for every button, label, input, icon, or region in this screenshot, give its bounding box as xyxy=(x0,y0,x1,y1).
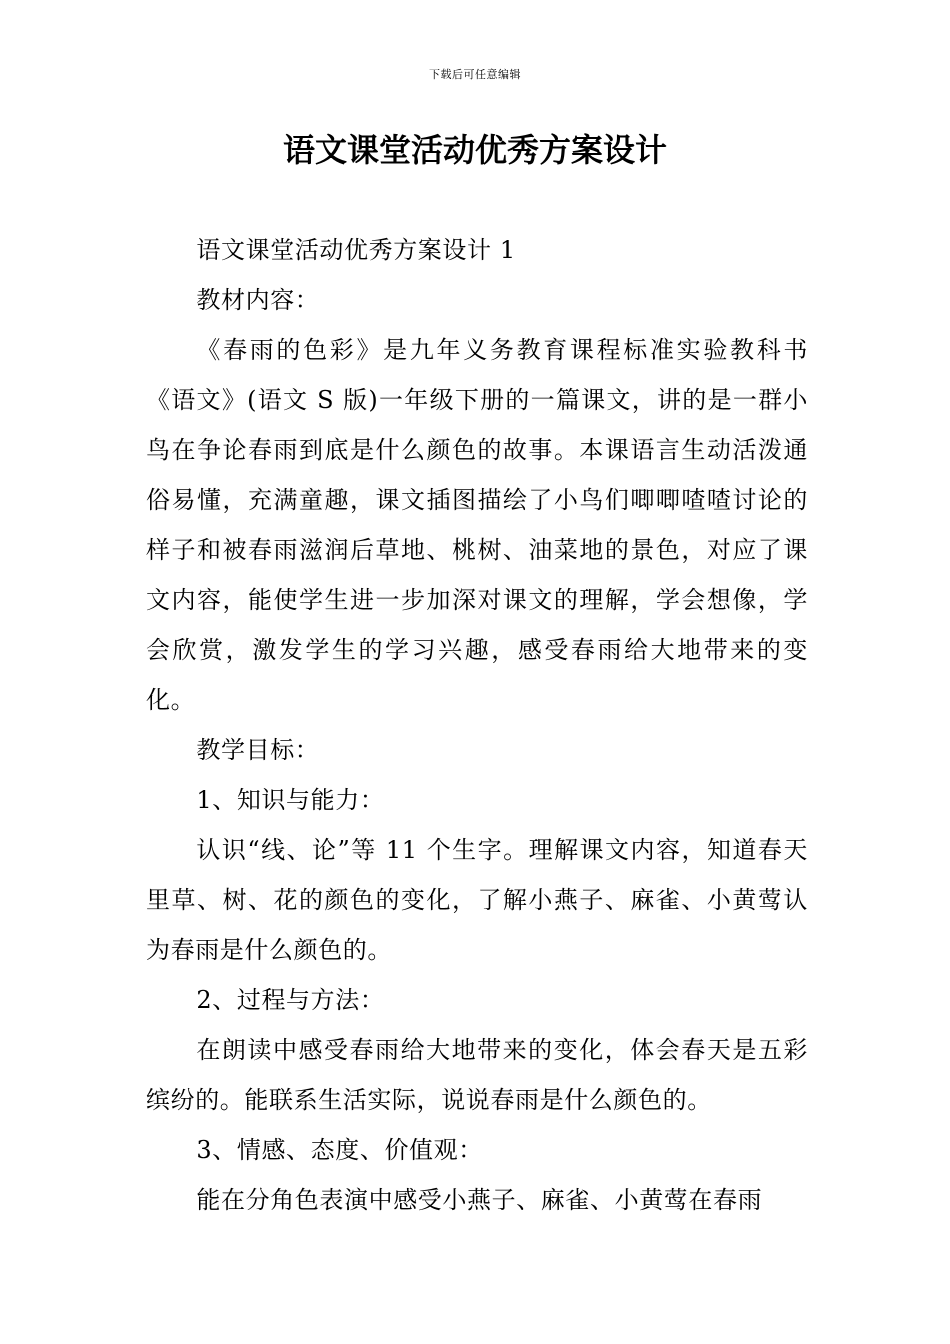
document-title: 语文课堂活动优秀方案设计 xyxy=(282,131,667,169)
paragraph: 认识“线、论”等 11 个生字。理解课文内容，知道春天里草、树、花的颜色的变化，了解小燕子、麻雀、小黄莺认为春雨是什么颜色的。 xyxy=(146,836,808,964)
list-item-heading: 1、知识与能力： xyxy=(196,786,385,814)
paragraph: 在朗读中感受春雨给大地带来的变化，体会春天是五彩缤纷的。能联系生活实际，说说春雨是什么颜色的。 xyxy=(146,1036,808,1114)
header-note: 下载后可任意编辑 xyxy=(429,68,521,81)
section-heading: 语文课堂活动优秀方案设计 1 xyxy=(196,236,516,264)
list-item-heading: 3、情感、态度、价值观： xyxy=(196,1136,483,1164)
paragraph: 能在分角色表演中感受小燕子、麻雀、小黄莺在春雨 xyxy=(196,1186,763,1214)
paragraph-label: 教学目标： xyxy=(196,736,320,764)
paragraph-label: 教材内容： xyxy=(196,286,320,314)
paragraph: 《春雨的色彩》是九年义务教育课程标准实验教科书《语文》(语文 S 版)一年级下册的一篇课文，讲的是一群小鸟在争论春雨到底是什么颜色的故事。本课语言生动活泼通俗易懂，充满童趣，课文插图描绘了小鸟们唧唧喳喳讨论的样子和被春雨滋润后草地、桃树、油菜地的景色，对应了课文内容，能使学生进一步加深对课文的理解，学会想像，学会欣赏，激发学生的学习兴趣，感受春雨给大地带来的变化。 xyxy=(146,336,808,714)
list-item-heading: 2、过程与方法： xyxy=(196,986,385,1014)
document-body xyxy=(146,225,808,1225)
